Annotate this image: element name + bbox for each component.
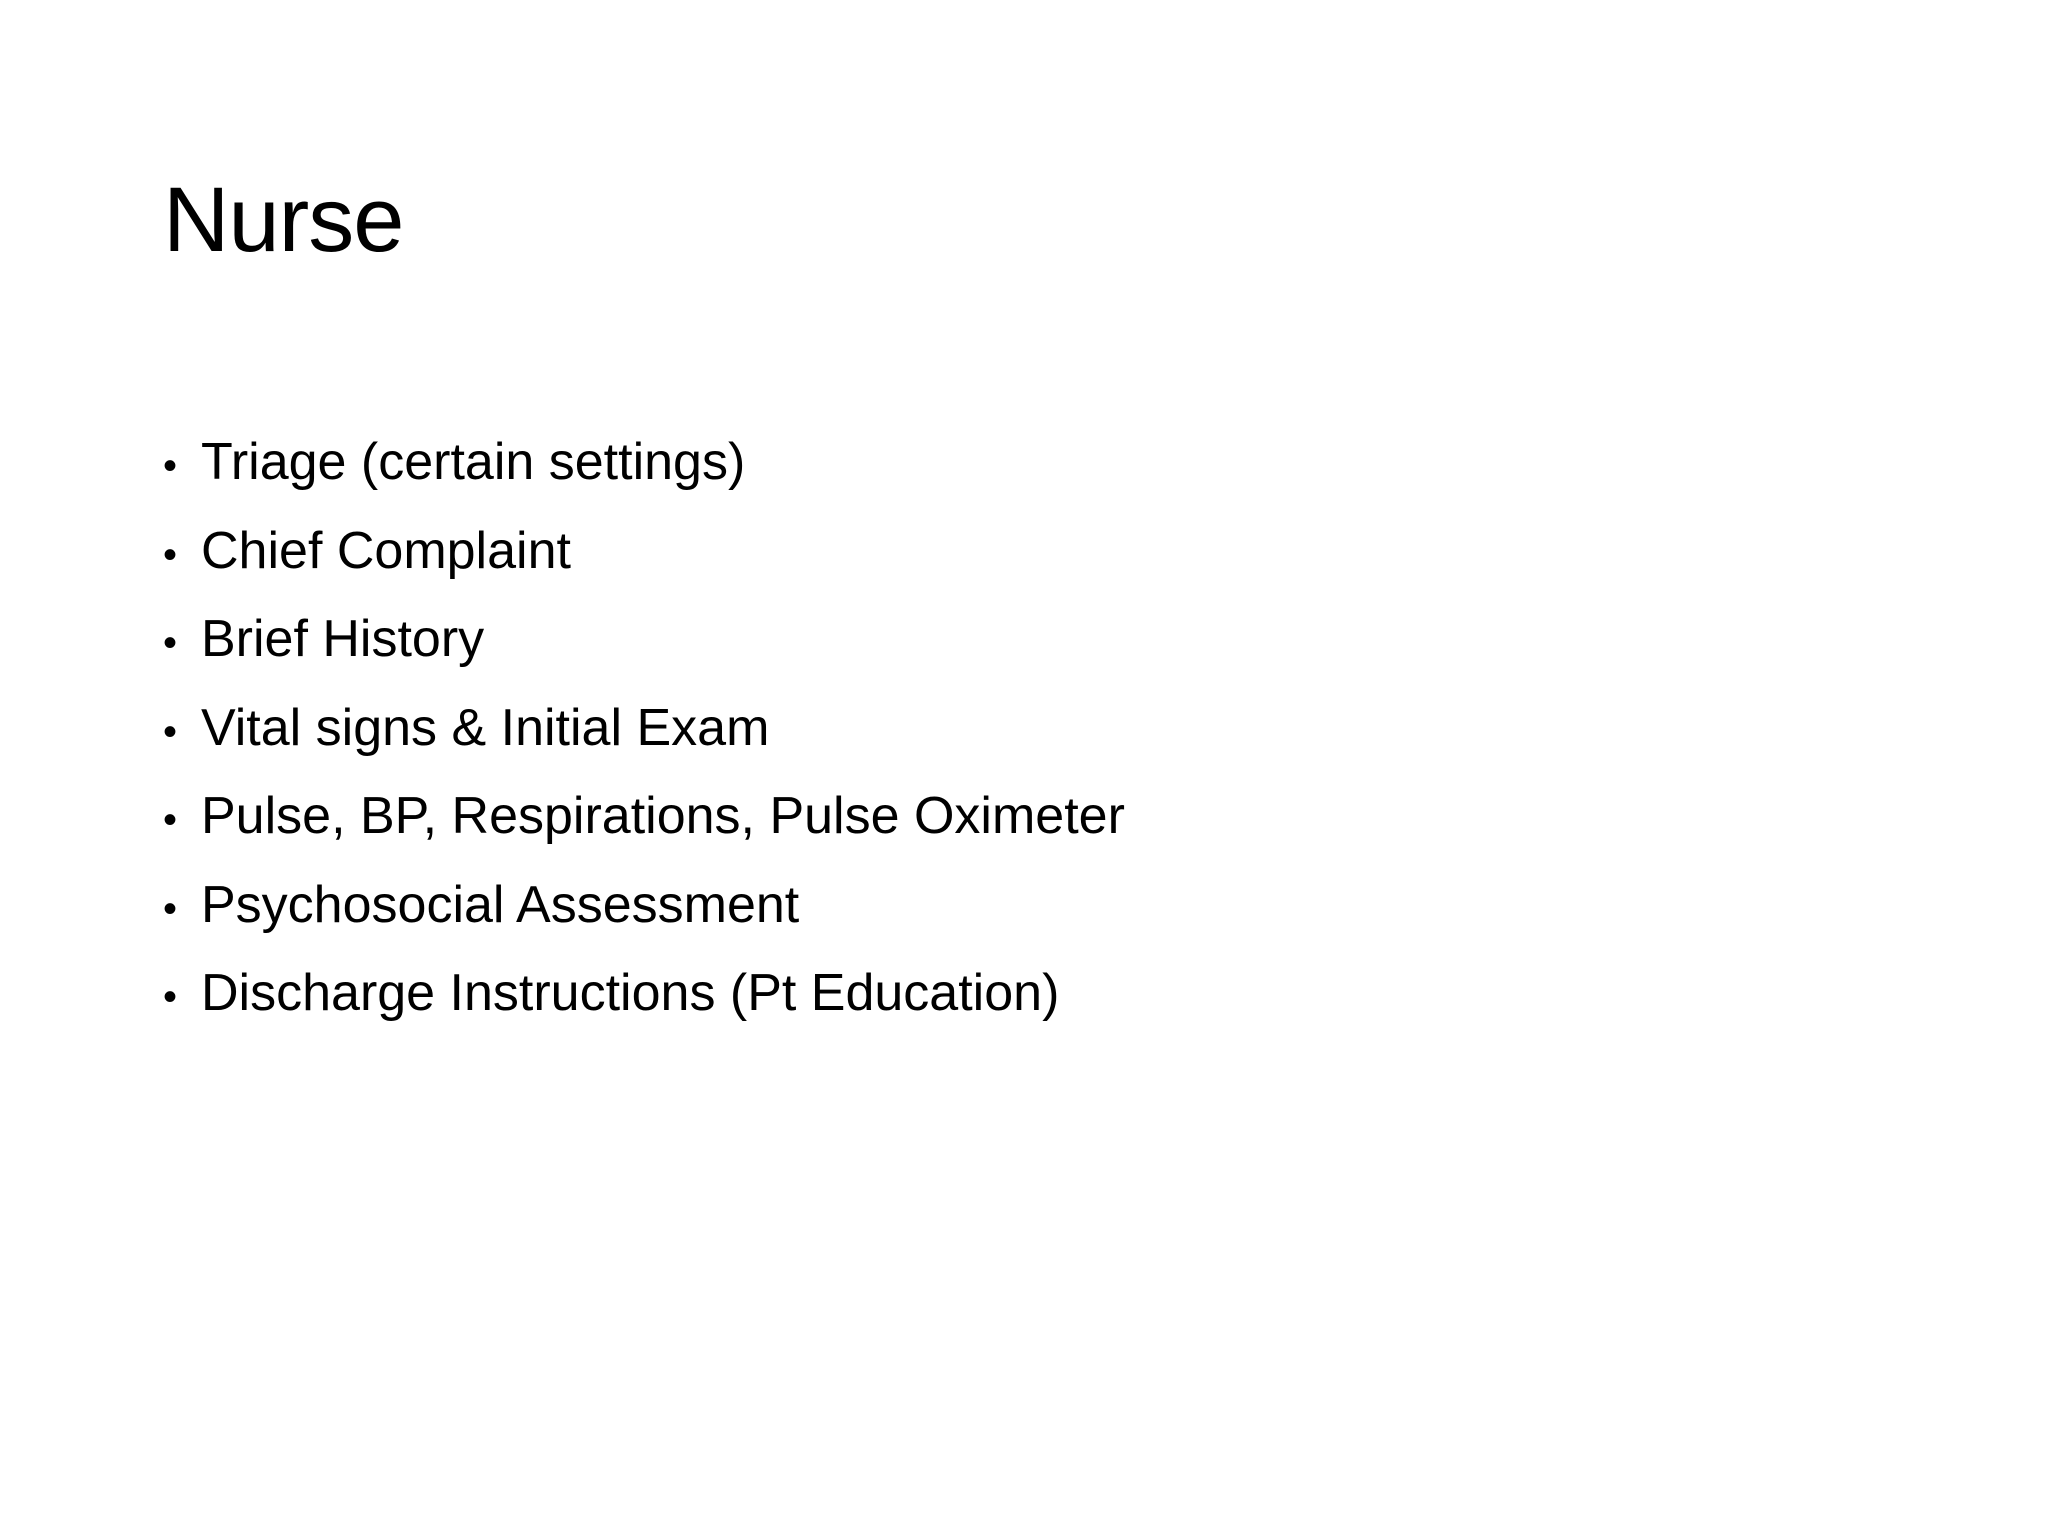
bullet-text: Chief Complaint xyxy=(201,521,571,580)
list-item xyxy=(163,861,1125,950)
bullet-text: Triage (certain settings) xyxy=(201,433,746,491)
bullet-text: Pulse, BP, Respirations, Pulse Oximeter xyxy=(201,787,1125,845)
bullet-text: Psychosocial Assessment xyxy=(201,875,800,934)
list-item xyxy=(163,595,1125,684)
bullet-icon: • xyxy=(163,621,178,665)
bullet-icon: • xyxy=(163,798,178,842)
bullet-icon: • xyxy=(163,975,178,1019)
bullet-icon: • xyxy=(163,709,178,754)
list-item xyxy=(163,949,1125,1038)
bullet-text: Discharge Instructions (Pt Education) xyxy=(201,964,1060,1022)
bullet-text: Brief History xyxy=(201,610,485,668)
list-item xyxy=(163,772,1125,861)
bullet-list xyxy=(163,418,1125,1038)
bullet-icon: • xyxy=(163,886,178,931)
bullet-text: Vital signs & Initial Exam xyxy=(201,698,770,757)
bullet-icon: • xyxy=(163,444,178,488)
list-item xyxy=(163,418,1125,507)
list-item xyxy=(163,684,1125,773)
slide-title: Nurse xyxy=(163,169,404,271)
bullet-icon: • xyxy=(163,532,178,577)
list-item xyxy=(163,507,1125,596)
